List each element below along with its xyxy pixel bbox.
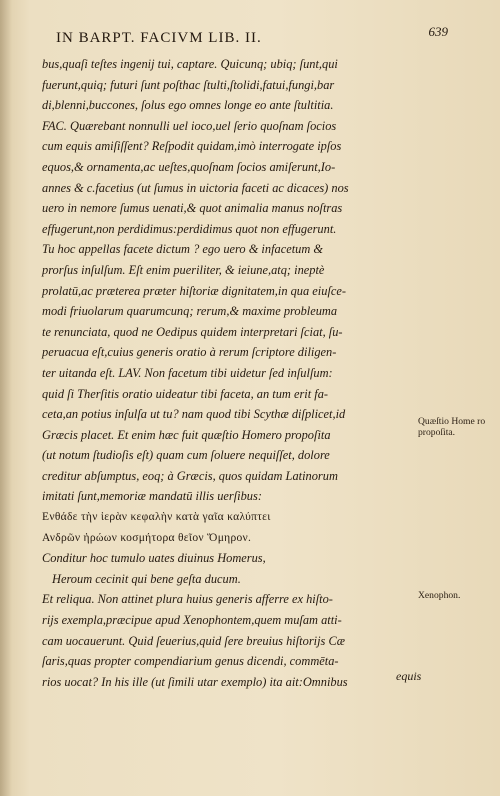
text-line: te renunciata, quod ne Oedipus quidem interpretari ſciat, ſu-	[42, 324, 343, 339]
text-line: Græcis placet. Et enim hæc fuit quæſtio Homero propoſita	[42, 427, 331, 442]
text-line: ter uitanda eſt. LAV. Non facetum tibi uidetur ſed inſulſum:	[42, 365, 333, 380]
body-text	[42, 54, 414, 692]
margin-note-xenophon: Xenophon.	[418, 590, 461, 601]
page-number: 639	[428, 24, 448, 39]
text-line: bus,quaſi teſtes ingenij tui, captare. Quicunq; ubiq; ſunt,qui	[42, 57, 338, 71]
running-head	[56, 24, 448, 47]
text-line: cum equis amiſiſſent? Reſpodit quidam,imò interrogate ipſos	[42, 139, 342, 154]
latin-verse-line: Heroum cecinit qui bene geſta ducum.	[52, 571, 241, 586]
spine-shadow	[0, 0, 12, 796]
text-line: di,blenni,buccones, ſolus ego omnes longe eo ante ſtultitia.	[42, 98, 334, 113]
text-line: prorſus inſulſum. Eſt enim pueriliter, & ieiune,atq; ineptè	[42, 262, 325, 277]
greek-verse-line: Ενθάδε τὴν ἱερὰν κεφαλὴν κατὰ γαῖα καλύπτει	[42, 511, 271, 524]
text-line: rios uocat? In his ille (ut ſimili utar exemplo) ita ait:Omnibus	[42, 674, 348, 689]
text-line: prolatū,ac præterea præter hiſtoriæ dignitatem,in qua eiuſce-	[42, 283, 347, 298]
running-title: IN BARPT. FACIVM LIB. II.	[56, 30, 262, 46]
text-line: Tu hoc appellas facete dictum ? ego uero & infacetum &	[42, 242, 324, 257]
margin-note-homer: Quæſtio Home ro propoſita.	[418, 416, 486, 438]
text-line: (ut notum ſtudioſis eſt) quam cum ſoluere nequiſſet, dolore	[42, 448, 330, 463]
text-line: modi friuolarum quarumcunq; rerum,& maxime probleuma	[42, 304, 338, 319]
text-line: uero in nemore ſumus uenati,& quot animalia manus noſtras	[42, 201, 343, 216]
text-line: imitati ſunt,memoriæ mandatū illis uerſibus:	[42, 489, 262, 504]
greek-verse-line: Ανδρῶν ἡρώων κοσμήτορα θεῖον Ὅμηρον.	[42, 531, 252, 544]
text-line: FAC. Quærebant nonnulli uel ioco,uel ſerio quoſnam ſocios	[42, 118, 337, 133]
text-line: rijs exempla,præcipue apud Xenophontem,quem muſam atti-	[42, 613, 342, 628]
text-line: fuerunt,quiq; futuri ſunt poſthac ſtulti,ſtolidi,fatui,fungi,bar	[42, 77, 335, 92]
text-line: peruacua eſt,cuius generis oratio à rerum ſcriptore diligen-	[42, 345, 337, 360]
text-line: effugerunt,non perdidimus:perdidimus quot non effugerunt.	[42, 221, 337, 236]
text-line: ceta,an potius inſulſa ut tu? nam quod tibi Scythæ diſplicet,id	[42, 407, 346, 422]
text-line: equos,& ornamenta,ac ueſtes,quoſnam ſocios amiſerunt,Io-	[42, 159, 336, 174]
catchword: equis	[396, 669, 422, 683]
text-line: annes & c.facetius (ut ſumus in uictoria faceti ac dicaces) nos	[42, 180, 349, 195]
text-line: ſaris,quas propter compendiarium genus dicendi, commēta-	[42, 654, 339, 669]
text-line: cam uocauerunt. Quid ſeuerius,quid ſere breuius hiſtorijs Cæ	[42, 633, 345, 648]
latin-verse-line: Conditur hoc tumulo uates diuinus Homerus,	[42, 551, 266, 566]
text-line: creditur abſumptus, eoq; à Græcis, quos quidam Latinorum	[42, 468, 338, 483]
text-line: quid ſi Therſitis oratio uideatur tibi faceta, an tum erit fa-	[42, 386, 329, 401]
text-line: Et reliqua. Non attinet plura huius generis afferre ex hiſto-	[42, 592, 333, 607]
